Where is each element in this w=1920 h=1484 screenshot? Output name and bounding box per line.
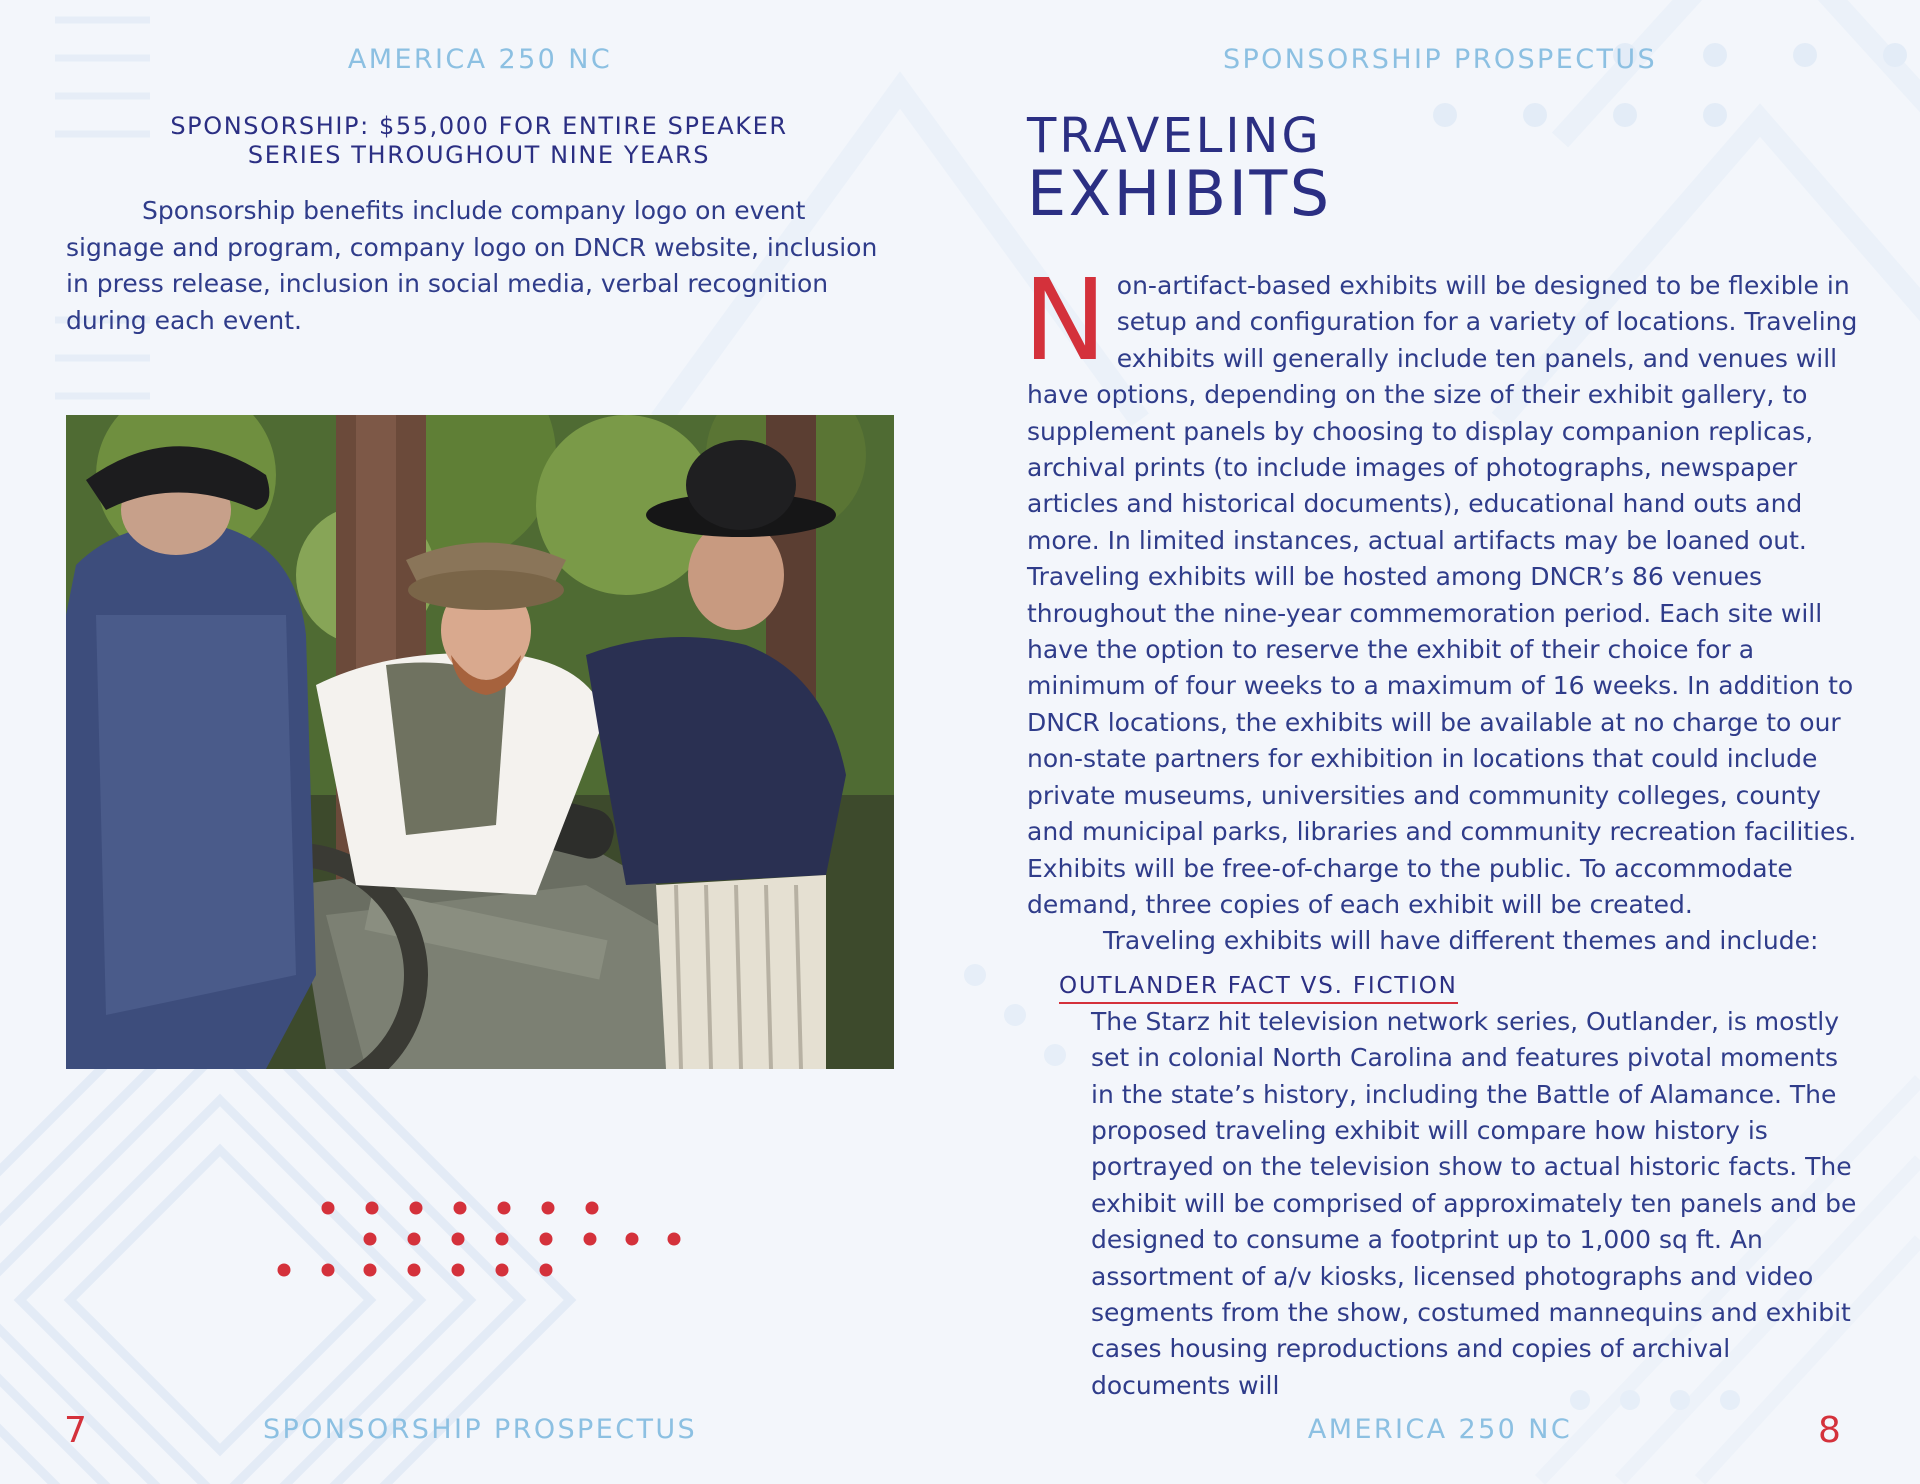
body-paragraph: on-artifact-based exhibits will be designed to be flexible in setup and configuration for a variety of locations. Traveling exhibits will generally include ten panels, and venues will have options, depending on the size of their exhibit gallery, to supplement panels by choosing to display companion replicas, archival prints (to include images of photographs, newspaper articles and historical documents), educational hand outs and more. In limited instances, actual artifacts may be loaned out. Traveling exhibits will be hosted among DNCR’s 86 venues throughout the nine-year commemoration period. Each site will have the option to reserve the exhibit of their choice for a minimum of four weeks to a maximum of 16 weeks. In addition to DNCR locations, the exhibits will be available at no charge to our non-state partners for exhibition in locations that could include private museums, universities and community colleges, county and municipal parks, libraries and community recreation facilities. Exhibits will be free-of-charge to the public. To accommodate demand, three copies of each exhibit will be created. [1027,271,1858,919]
left-page-number: 7 [64,1410,87,1451]
themes-intro: Traveling exhibits will have different themes and include: [1103,926,1819,956]
drop-cap: N [1023,256,1107,386]
red-dot-pattern [260,1190,700,1280]
right-page-number: 8 [1818,1410,1841,1451]
article-body [1023,256,1859,1404]
section-title-line2: EXHIBITS [1027,157,1332,230]
right-running-head: SPONSORSHIP PROSPECTUS [1222,44,1658,75]
right-page [960,0,1920,1484]
right-footer-title: AMERICA 250 NC [1307,1414,1573,1445]
outlander-body: The Starz hit television network series, Outlander, is mostly set in colonial North Carolina and features pivotal moments in the state’s history, including the Battle of Alamance. The proposed traveling exhibit will compare how history is portrayed on the television show to actual historic facts. The exhibit will be comprised of approximately ten panels and be designed to consume a footprint up to 1,000 sq ft. An assortment of a/v kiosks, licensed photographs and video segments from the show, costumed mannequins and exhibit cases housing reproductions and copies of archival documents will [1091,1006,1857,1400]
section-title-line1: TRAVELING [1027,108,1322,164]
section-title [1027,108,1332,230]
sponsorship-heading [66,112,892,170]
sponsorship-heading-line1: SPONSORSHIP: $55,000 FOR ENTIRE SPEAKER [170,112,788,140]
left-running-head: AMERICA 250 NC [347,44,613,75]
outlander-heading: OUTLANDER FACT VS. FICTION [1059,970,1458,1004]
left-footer-title: SPONSORSHIP PROSPECTUS [262,1414,698,1445]
sponsorship-heading-line2: SERIES THROUGHOUT NINE YEARS [247,141,711,169]
sponsorship-body: Sponsorship benefits include company logo on event signage and program, company logo on DNCR website, inclusion in press release, inclusion in social media, verbal recognition during each event. [66,196,878,335]
reenactors-cannon-photo [66,415,894,1069]
